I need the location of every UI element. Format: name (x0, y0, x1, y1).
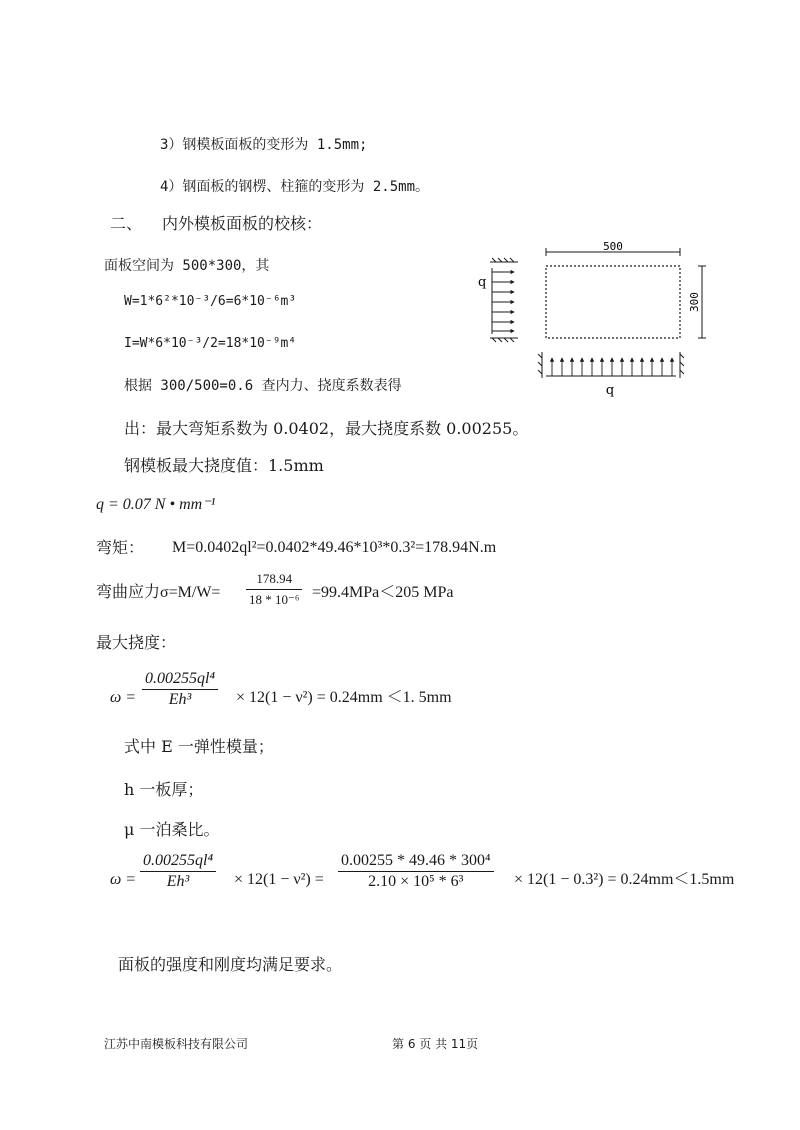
fraction-bar (246, 589, 302, 590)
symbol-def-mu: μ 一泊桑比。 (124, 820, 220, 839)
stress-prefix: 弯曲应力σ=M/W= (96, 584, 221, 601)
deflection2-numerator-1: 0.00255ql⁴ (143, 852, 214, 869)
deflection2-denominator-1: Eh³ (166, 873, 190, 890)
section-number: 二、 (110, 214, 143, 233)
bottom-load-label: q (605, 383, 615, 398)
text-line-coefficients: 出：最大弯矩系数为 0.0402，最大挠度系数 0.00255。 (124, 419, 529, 438)
panel-rectangle (546, 266, 680, 338)
stress-denominator: 18 * 10⁻⁶ (249, 592, 300, 607)
dimension-width-label: 500 (603, 240, 623, 253)
symbol-def-e: 式中 E 一弹性模量； (124, 737, 274, 756)
deflection2-lhs: ω = (110, 871, 137, 888)
formula-moment: M=0.0402ql²=0.0402*49.46*10³*0.3²=178.94N.m (172, 539, 497, 556)
stress-fraction (246, 570, 302, 609)
formula-moment-of-inertia: I=W*6*10⁻³/2=18*10⁻⁹m⁴ (124, 336, 297, 351)
fraction-bar (142, 689, 218, 690)
deflection1-denominator: Eh³ (168, 691, 192, 708)
deflection1-numerator: 0.00255ql⁴ (145, 670, 216, 687)
deflection1-fraction (142, 670, 218, 709)
bottom-load-arrows (552, 358, 672, 376)
footer-page-number: 第 6 页 共 11页 (392, 1037, 479, 1051)
formula-section-modulus: W=1*6²*10⁻³/6=6*10⁻⁶m³ (124, 294, 297, 309)
text-line-ratio-lookup: 根据 300/500=0.6 查内力、挠度系数表得 (124, 378, 402, 394)
text-line-panel-span: 面板空间为 500*300，其 (104, 258, 270, 274)
deflection2-denominator-2: 2.10 × 10⁵ * 6³ (368, 873, 464, 890)
moment-label: 弯矩： (96, 538, 145, 557)
deflection2-numerator-2: 0.00255 * 49.46 * 300⁴ (341, 852, 491, 869)
deflection2-fraction-1 (140, 852, 216, 891)
deflection1-lhs: ω = (110, 689, 137, 706)
deflection2-fraction-2 (338, 852, 494, 891)
deflection2-middle: × 12(1 − ν²) = (234, 871, 324, 888)
stress-suffix: =99.4MPa＜205 MPa (312, 584, 454, 601)
left-load-label: q (478, 275, 487, 290)
footer-company: 江苏中南模板科技有限公司 (104, 1037, 249, 1051)
left-load-arrows (492, 272, 514, 331)
deflection2-rhs: × 12(1 − 0.3²) = 0.24mm＜1.5mm (514, 871, 735, 888)
section-title: 内外模板面板的校核： (162, 214, 323, 233)
dimension-height-label: 300 (688, 292, 701, 312)
text-line-max-deflection-limit: 钢模板最大挠度值：1.5mm (124, 456, 324, 475)
conclusion-text: 面板的强度和刚度均满足要求。 (118, 955, 343, 974)
text-line-deformation-panel: 3）钢模板面板的变形为 1.5mm; (160, 137, 368, 153)
symbol-def-h: h 一板厚； (124, 780, 204, 799)
formula-load-q: q = 0.07 N • mm⁻¹ (96, 496, 216, 513)
fraction-bar (338, 871, 494, 872)
panel-load-diagram (470, 238, 710, 398)
deflection1-rhs: × 12(1 − ν²) = 0.24mm ＜1. 5mm (236, 689, 452, 706)
fraction-bar (140, 871, 216, 872)
text-line-deformation-ribs: 4）钢面板的钢楞、柱箍的变形为 2.5mm。 (160, 179, 430, 195)
stress-numerator: 178.94 (256, 571, 293, 586)
deflection-label: 最大挠度： (96, 633, 177, 652)
